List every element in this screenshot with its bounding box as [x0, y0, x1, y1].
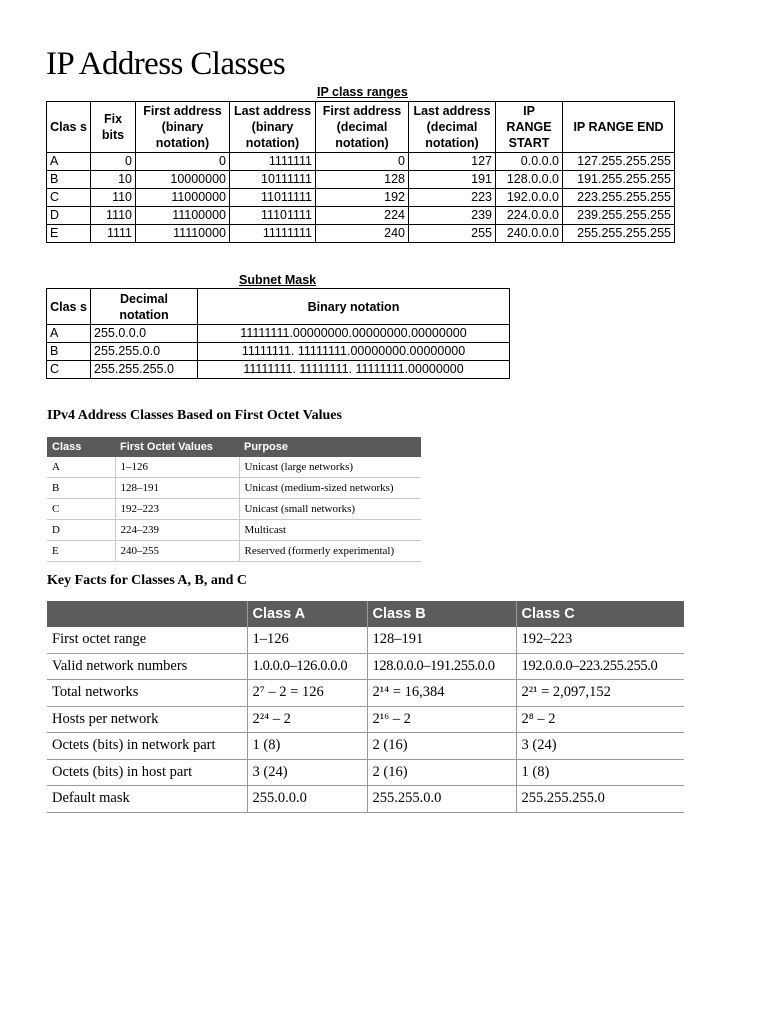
table-cell: Octets (bits) in host part	[47, 759, 247, 786]
table-cell: 255.255.255.0	[91, 361, 198, 379]
table-cell: 1 (8)	[247, 733, 367, 760]
table-cell: 127	[409, 153, 496, 171]
table-cell: 3 (24)	[247, 759, 367, 786]
table-row	[47, 680, 684, 707]
table-cell: 11111111. 11111111. 11111111.00000000	[198, 361, 510, 379]
table-row	[47, 759, 684, 786]
table-cell: 11111111	[230, 225, 316, 243]
table-row	[47, 706, 684, 733]
table-row	[47, 733, 684, 760]
column-header: Decimal notation	[91, 289, 198, 325]
table-cell: 240.0.0.0	[496, 225, 563, 243]
table-row	[47, 225, 675, 243]
table-cell: First octet range	[47, 627, 247, 653]
key-facts-table	[47, 601, 684, 813]
table-cell: Default mask	[47, 786, 247, 813]
table-cell: 1 (8)	[516, 759, 684, 786]
table-header-row	[47, 437, 421, 457]
table-cell: 2⁸ – 2	[516, 706, 684, 733]
table-cell: 2⁷ – 2 = 126	[247, 680, 367, 707]
table-cell: 128–191	[367, 627, 516, 653]
table-cell: 128–191	[115, 478, 239, 499]
table-cell: 2²⁴ – 2	[247, 706, 367, 733]
table-cell: 1–126	[247, 627, 367, 653]
table-cell: Hosts per network	[47, 706, 247, 733]
column-header: First Octet Values	[115, 437, 239, 457]
table-cell: 11011111	[230, 189, 316, 207]
column-header: Clas s	[47, 289, 91, 325]
table-row	[47, 325, 510, 343]
table-cell: 10	[91, 171, 136, 189]
table-row	[47, 171, 675, 189]
column-header: Class A	[247, 601, 367, 627]
table-cell: D	[47, 520, 115, 541]
table-cell: C	[47, 361, 91, 379]
table-cell: 11111111.00000000.00000000.00000000	[198, 325, 510, 343]
column-header: Class B	[367, 601, 516, 627]
table-cell: C	[47, 189, 91, 207]
table-cell: 11110000	[136, 225, 230, 243]
column-header: Class C	[516, 601, 684, 627]
table-cell: 255.0.0.0	[91, 325, 198, 343]
table-cell: 127.255.255.255	[563, 153, 675, 171]
table-cell: 110	[91, 189, 136, 207]
table-cell: 255.255.255.0	[516, 786, 684, 813]
table-cell: 0	[136, 153, 230, 171]
column-header: Fix bits	[91, 102, 136, 153]
table-cell: 191.255.255.255	[563, 171, 675, 189]
table-row	[47, 520, 421, 541]
table-cell: 223.255.255.255	[563, 189, 675, 207]
table-cell: 240	[316, 225, 409, 243]
ip-ranges-caption: IP class ranges	[317, 85, 408, 99]
table-cell: 11111111. 11111111.00000000.00000000	[198, 343, 510, 361]
table-cell: 128.0.0.0–191.255.0.0	[367, 653, 516, 680]
table-row	[47, 457, 421, 478]
table-row	[47, 361, 510, 379]
table-cell: 224–239	[115, 520, 239, 541]
table-cell: 0	[91, 153, 136, 171]
column-header: Binary notation	[198, 289, 510, 325]
table-cell: 192.0.0.0	[496, 189, 563, 207]
ipv4-classes-heading: IPv4 Address Classes Based on First Octet Values	[47, 408, 342, 423]
ip-ranges-table	[46, 101, 675, 243]
table-row	[47, 786, 684, 813]
table-cell: 240–255	[115, 541, 239, 562]
table-cell: D	[47, 207, 91, 225]
table-cell: 255.255.0.0	[367, 786, 516, 813]
table-cell: 192–223	[115, 499, 239, 520]
table-cell: 10111111	[230, 171, 316, 189]
table-cell: A	[47, 325, 91, 343]
table-row	[47, 207, 675, 225]
table-cell: 192.0.0.0–223.255.255.0	[516, 653, 684, 680]
column-header: Last address (binary notation)	[230, 102, 316, 153]
table-row	[47, 541, 421, 562]
table-row	[47, 478, 421, 499]
ipv4-classes-table	[47, 437, 421, 562]
table-cell: 224.0.0.0	[496, 207, 563, 225]
column-header: Last address (decimal notation)	[409, 102, 496, 153]
table-cell: 2¹⁴ = 16,384	[367, 680, 516, 707]
table-cell: 128	[316, 171, 409, 189]
table-cell: 1111111	[230, 153, 316, 171]
subnet-mask-table	[46, 288, 510, 379]
table-cell: 3 (24)	[516, 733, 684, 760]
page-title: IP Address Classes	[46, 46, 286, 82]
column-header: Class	[47, 437, 115, 457]
table-cell: Total networks	[47, 680, 247, 707]
table-cell: Octets (bits) in network part	[47, 733, 247, 760]
table-cell: 224	[316, 207, 409, 225]
table-cell: C	[47, 499, 115, 520]
table-cell: B	[47, 343, 91, 361]
table-cell: 255.255.255.255	[563, 225, 675, 243]
table-cell: 1111	[91, 225, 136, 243]
table-cell: Unicast (small networks)	[239, 499, 421, 520]
table-cell: Unicast (medium-sized networks)	[239, 478, 421, 499]
table-cell: 2²¹ = 2,097,152	[516, 680, 684, 707]
table-cell: 239	[409, 207, 496, 225]
table-cell: 0	[316, 153, 409, 171]
table-row	[47, 653, 684, 680]
column-header: IP RANGE START	[496, 102, 563, 153]
column-header: IP RANGE END	[563, 102, 675, 153]
table-cell: 1–126	[115, 457, 239, 478]
table-cell: 11000000	[136, 189, 230, 207]
table-cell: 255.255.0.0	[91, 343, 198, 361]
table-cell: 11101111	[230, 207, 316, 225]
table-cell: B	[47, 478, 115, 499]
table-row	[47, 189, 675, 207]
table-cell: Reserved (formerly experimental)	[239, 541, 421, 562]
table-row	[47, 153, 675, 171]
table-cell: A	[47, 457, 115, 478]
table-cell: 192–223	[516, 627, 684, 653]
column-header: First address (decimal notation)	[316, 102, 409, 153]
table-cell: Valid network numbers	[47, 653, 247, 680]
table-row	[47, 343, 510, 361]
table-cell: 128.0.0.0	[496, 171, 563, 189]
table-cell: Multicast	[239, 520, 421, 541]
table-cell: 0.0.0.0	[496, 153, 563, 171]
table-cell: 223	[409, 189, 496, 207]
table-header-row	[47, 601, 684, 627]
table-cell: 1110	[91, 207, 136, 225]
table-cell: 2 (16)	[367, 733, 516, 760]
table-cell: 1.0.0.0–126.0.0.0	[247, 653, 367, 680]
column-header: Purpose	[239, 437, 421, 457]
table-cell: 255.0.0.0	[247, 786, 367, 813]
table-cell: E	[47, 225, 91, 243]
table-cell: 11100000	[136, 207, 230, 225]
table-cell: 255	[409, 225, 496, 243]
table-cell: 10000000	[136, 171, 230, 189]
table-cell: 2 (16)	[367, 759, 516, 786]
key-facts-heading: Key Facts for Classes A, B, and C	[47, 573, 248, 588]
table-header-row	[47, 289, 510, 325]
table-cell: A	[47, 153, 91, 171]
column-header	[47, 601, 247, 627]
table-cell: 239.255.255.255	[563, 207, 675, 225]
table-cell: B	[47, 171, 91, 189]
table-cell: 191	[409, 171, 496, 189]
subnet-mask-caption: Subnet Mask	[239, 273, 317, 287]
table-row	[47, 499, 421, 520]
table-header-row	[47, 102, 675, 153]
table-cell: Unicast (large networks)	[239, 457, 421, 478]
column-header: Clas s	[47, 102, 91, 153]
column-header: First address (binary notation)	[136, 102, 230, 153]
table-cell: 192	[316, 189, 409, 207]
table-row	[47, 627, 684, 653]
table-cell: 2¹⁶ – 2	[367, 706, 516, 733]
table-cell: E	[47, 541, 115, 562]
